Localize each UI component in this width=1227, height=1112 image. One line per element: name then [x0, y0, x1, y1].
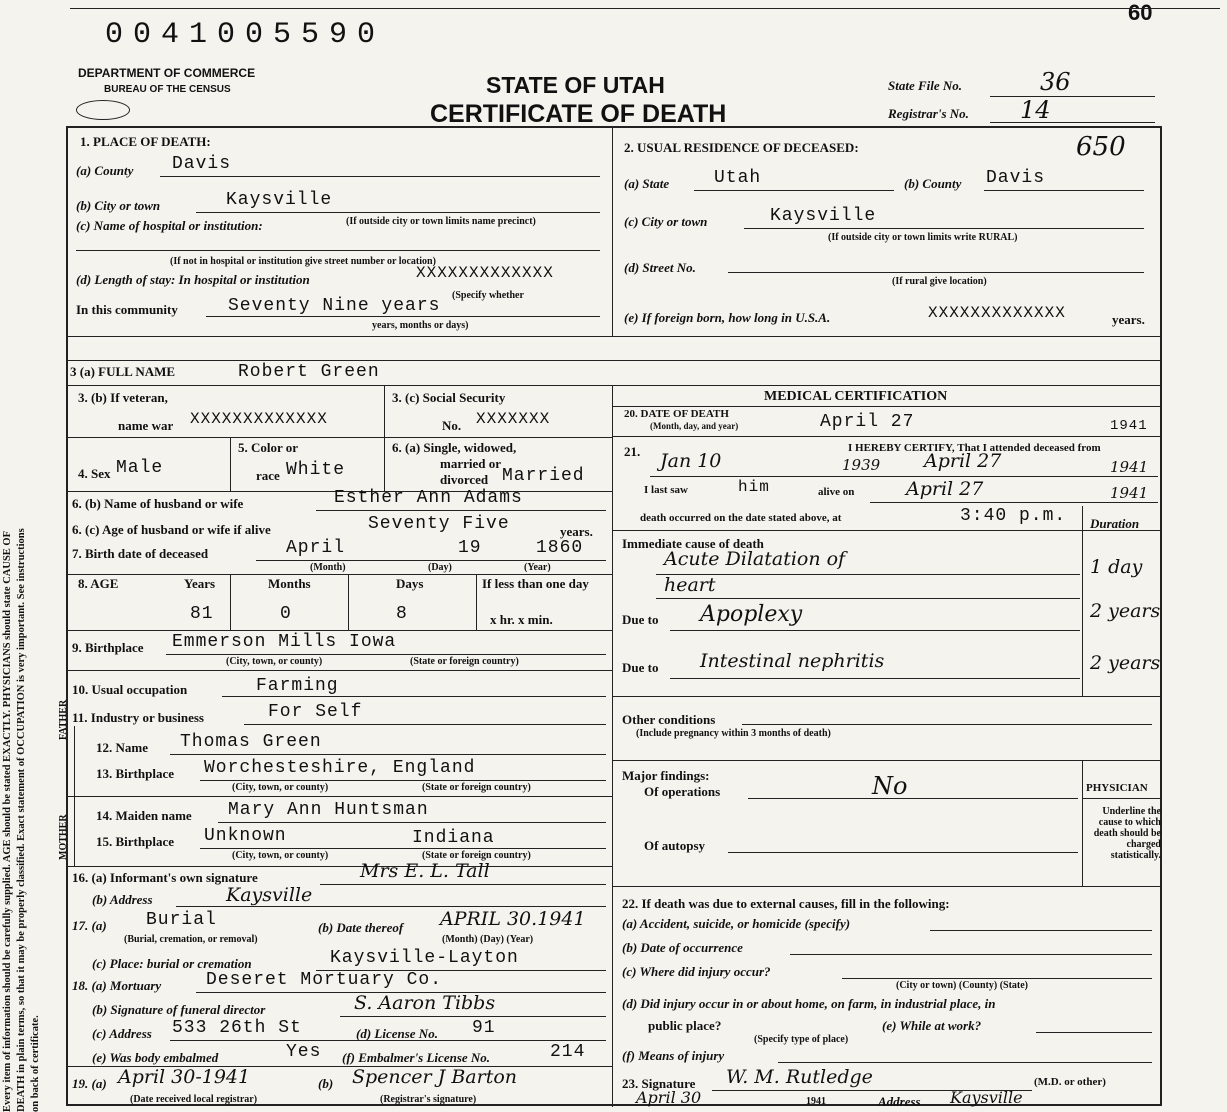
- res-city-label: (c) City or town: [624, 214, 708, 229]
- due1-cause: Apoplexy: [700, 602, 803, 627]
- industry-label: 11. Industry or business: [72, 710, 204, 725]
- death-date-label: 20. DATE OF DEATH: [624, 408, 729, 420]
- received-note: (Date received local registrar): [130, 1094, 258, 1105]
- foreign-unit: years.: [1112, 312, 1145, 327]
- burial-place-label: (c) Place: burial or cremation: [92, 956, 252, 971]
- burial-date-value: APRIL 30.1941: [440, 908, 586, 930]
- place-county-label: (a) County: [76, 163, 134, 178]
- due1-label: Due to: [622, 612, 659, 627]
- last-saw-value: him: [738, 478, 770, 496]
- sidebar-line-3: on back of certificate.: [30, 1015, 41, 1112]
- birth-day: 19: [458, 538, 482, 558]
- where-label: (c) Where did injury occur?: [622, 964, 771, 979]
- mother-name-value: Mary Ann Huntsman: [228, 800, 429, 820]
- res-street-note: (If rural give location): [892, 276, 987, 287]
- birthplace-value: Emmerson Mills Iowa: [172, 632, 397, 652]
- hospital-note: (If outside city or town limits name precinct): [346, 216, 536, 227]
- attend-to-year: 1941: [1110, 458, 1149, 476]
- stay-value: XXXXXXXXXXXXX: [416, 264, 554, 282]
- mortuary-address-label: (c) Address: [92, 1026, 152, 1041]
- birth-label: 7. Birth date of deceased: [72, 546, 209, 561]
- alive-date: April 27: [906, 478, 984, 500]
- death-date-year: 1941: [1110, 418, 1148, 434]
- due2-label: Due to: [622, 660, 659, 675]
- signature-date: April 30: [636, 1088, 702, 1107]
- specify-note: (Specify whether: [452, 290, 524, 301]
- ym-note: years, months or days): [372, 320, 469, 331]
- license-value: 91: [472, 1018, 496, 1038]
- race-label: race: [256, 468, 280, 483]
- place-city-label: (b) City or town: [76, 198, 161, 213]
- residence-stamp: 650: [1076, 132, 1126, 162]
- occupation-label: 10. Usual occupation: [72, 682, 188, 697]
- corner-mark: 60: [1128, 0, 1153, 25]
- other-label: Other conditions: [622, 712, 716, 727]
- bp-city-note: (City, town, or county): [226, 656, 323, 667]
- attend-from-year: 1939: [842, 456, 881, 474]
- father-state-note: (State or foreign country): [422, 782, 531, 793]
- marital-label3: divorced: [440, 472, 489, 487]
- occupation-value: Farming: [256, 676, 339, 696]
- received-date: April 30-1941: [118, 1066, 251, 1088]
- registrar-signature: Spencer J Barton: [352, 1066, 518, 1088]
- immediate-cause-2: heart: [664, 574, 716, 596]
- months-label: Months: [268, 576, 311, 591]
- father-bp-label: 13. Birthplace: [96, 766, 174, 781]
- death-date-month: April 27: [820, 412, 915, 432]
- veteran-label: 3. (b) If veteran,: [78, 390, 168, 405]
- mother-bp-label: 15. Birthplace: [96, 834, 174, 849]
- color-label: 5. Color or: [238, 440, 299, 455]
- mortuary-value: Deseret Mortuary Co.: [206, 970, 443, 990]
- certify-text: I HEREBY CERTIFY, That I attended deceased from: [848, 442, 1101, 454]
- md-label: (M.D. or other): [1034, 1076, 1106, 1088]
- immediate-cause: Acute Dilatation of: [664, 548, 846, 570]
- informant-address: Kaysville: [226, 884, 313, 906]
- community-value: Seventy Nine years: [228, 296, 441, 316]
- days-label: Days: [396, 576, 424, 591]
- page-title: CERTIFICATE OF DEATH: [430, 100, 727, 128]
- alive-label: alive on: [818, 486, 855, 498]
- registrar-sig-note: (Registrar's signature): [380, 1094, 477, 1105]
- spouse-value: Esther Ann Adams: [334, 488, 523, 508]
- years-label: Years: [184, 576, 216, 591]
- veteran-name-label: name war: [118, 418, 174, 433]
- director-label: (b) Signature of funeral director: [92, 1002, 266, 1017]
- community-label: In this community: [76, 302, 178, 317]
- mother-city-note: (City, town, or county): [232, 850, 329, 861]
- certify-num: 21.: [624, 444, 641, 459]
- death-time: 3:40 p.m.: [960, 506, 1067, 526]
- registrar-label: Registrar's No.: [888, 106, 969, 121]
- autopsy-label: Of autopsy: [644, 838, 706, 853]
- mortuary-address: 533 26th St: [172, 1018, 302, 1038]
- res-street-label: (d) Street No.: [624, 260, 696, 275]
- residence-label: 2. USUAL RESIDENCE OF DECEASED:: [624, 140, 859, 155]
- marital-value: Married: [502, 466, 585, 486]
- where-note: (City or town) (County) (State): [896, 980, 1029, 991]
- informant-addr-label: (b) Address: [92, 892, 153, 907]
- mother-state-note: (State or foreign country): [422, 850, 531, 861]
- burial-date-note: (Month) (Day) (Year): [442, 934, 534, 945]
- registrar-no: 14: [1020, 96, 1051, 124]
- race-value: White: [286, 460, 346, 480]
- mother-side-label: MOTHER: [58, 814, 69, 860]
- operations-value: No: [872, 772, 908, 800]
- father-city-note: (City, town, or county): [232, 782, 329, 793]
- attend-from: Jan 10: [660, 450, 722, 472]
- work-label: (e) While at work?: [882, 1018, 982, 1033]
- alive-year: 1941: [1110, 484, 1149, 502]
- sidebar-line-1: Every item of information should be carefully supplied. AGE should be stated EXACTLY. PHYSICIANS should state CAUSE OF: [2, 531, 13, 1112]
- duration-1: 1 day: [1090, 556, 1143, 578]
- foreign-value: XXXXXXXXXXXXX: [928, 304, 1066, 322]
- ss-no-label: No.: [442, 418, 462, 433]
- hospital-label: (c) Name of hospital or institution:: [76, 218, 263, 233]
- dept-name: DEPARTMENT OF COMMERCE: [78, 66, 256, 80]
- registrar-sig-label: (b): [318, 1076, 334, 1091]
- burial-place-value: Kaysville-Layton: [330, 948, 519, 968]
- burial-date-label: (b) Date thereof: [318, 920, 404, 935]
- industry-value: For Self: [268, 702, 363, 722]
- duration-2: 2 years: [1090, 600, 1161, 622]
- veteran-value: XXXXXXXXXXXXX: [190, 410, 328, 428]
- stay-label: (d) Length of stay: In hospital or institution: [76, 272, 310, 287]
- operations-label: Of operations: [644, 784, 721, 799]
- marital-label: 6. (a) Single, widowed,: [392, 440, 517, 455]
- father-name-label: 12. Name: [96, 740, 148, 755]
- father-side-label: FATHER: [58, 699, 69, 740]
- spouse-age-label: 6. (c) Age of husband or wife if alive: [72, 522, 271, 537]
- duration-3: 2 years: [1090, 652, 1161, 674]
- place-city-value: Kaysville: [226, 190, 333, 210]
- state-title: STATE OF UTAH: [486, 72, 665, 98]
- duration-label: Duration: [1090, 516, 1140, 531]
- mother-name-label: 14. Maiden name: [96, 808, 192, 823]
- embalmer-value: 214: [550, 1042, 586, 1062]
- public-note: (Specify type of place): [754, 1034, 849, 1045]
- full-name-value: Robert Green: [238, 362, 380, 382]
- foreign-label: (e) If foreign born, how long in U.S.A.: [624, 310, 831, 325]
- director-signature: S. Aaron Tibbs: [354, 992, 496, 1014]
- state-file-no: 36: [1040, 68, 1071, 96]
- received-label: 19. (a): [72, 1076, 107, 1091]
- home-label: (d) Did injury occur in or about home, on farm, in industrial place, in: [622, 996, 996, 1011]
- underline-note: Underline the cause to which death should be charged statistically.: [1093, 806, 1161, 861]
- year-note: (Year): [524, 562, 551, 573]
- full-name-label: 3 (a) FULL NAME: [70, 364, 176, 379]
- spouse-age-value: Seventy Five: [368, 514, 510, 534]
- father-name-value: Thomas Green: [180, 732, 322, 752]
- medical-title: MEDICAL CERTIFICATION: [764, 389, 948, 404]
- birth-year: 1860: [536, 538, 584, 558]
- embalmer-label: (f) Embalmer's License No.: [342, 1050, 491, 1065]
- month-note: (Month): [310, 562, 346, 573]
- public-label: public place?: [648, 1018, 722, 1033]
- place-of-death-label: 1. PLACE OF DEATH:: [80, 134, 211, 149]
- informant-sig-label: 16. (a) Informant's own signature: [72, 870, 258, 885]
- day-note: (Day): [428, 562, 452, 573]
- death-date-note: (Month, day, and year): [650, 421, 739, 431]
- res-state-label: (a) State: [624, 176, 670, 191]
- sidebar-instructions: [1, 22, 49, 1112]
- res-county-value: Davis: [986, 168, 1046, 188]
- mother-bp-state: Indiana: [412, 828, 495, 848]
- signature-label: 23. Signature: [622, 1076, 696, 1091]
- father-bp-value: Worchesteshire, England: [204, 758, 476, 778]
- occurred-label: death occurred on the date stated above, at: [640, 512, 842, 524]
- less-label: If less than one day: [482, 576, 589, 591]
- res-county-label: (b) County: [904, 176, 962, 191]
- bp-state-note: (State or foreign country): [410, 656, 519, 667]
- physician-label: PHYSICIAN: [1086, 782, 1148, 794]
- census-seal-icon: [76, 100, 130, 120]
- sidebar-line-2: DEATH in plain terms, so that it may be properly classified. Exact statement of OCCUPATION is very important. See instructions: [16, 528, 27, 1112]
- ss-value: XXXXXXX: [476, 410, 551, 428]
- mother-bp-city: Unknown: [204, 826, 287, 846]
- spouse-label: 6. (b) Name of husband or wife: [72, 496, 244, 511]
- sex-label: 4. Sex: [78, 466, 111, 481]
- embalmed-value: Yes: [286, 1042, 322, 1062]
- birthplace-label: 9. Birthplace: [72, 640, 144, 655]
- birth-month: April: [286, 538, 346, 558]
- means-label: (f) Means of injury: [622, 1048, 725, 1063]
- due2-cause: Intestinal nephritis: [700, 650, 885, 672]
- ss-label: 3. (c) Social Security: [392, 390, 506, 405]
- disposition-value: Burial: [146, 910, 217, 930]
- marital-label2: married or: [440, 456, 502, 471]
- license-label: (d) License No.: [356, 1026, 438, 1041]
- res-state-value: Utah: [714, 168, 762, 188]
- street-note: (If not in hospital or institution give street number or location): [170, 256, 436, 267]
- age-days: 8: [396, 604, 408, 624]
- immediate-label: Immediate cause of death: [622, 536, 764, 551]
- place-county-value: Davis: [172, 154, 232, 174]
- mortuary-label: 18. (a) Mortuary: [72, 978, 162, 993]
- state-file-label: State File No.: [888, 78, 963, 93]
- age-hr-min: x hr. x min.: [490, 612, 553, 627]
- res-city-value: Kaysville: [770, 206, 877, 226]
- disposition-note: (Burial, cremation, or removal): [124, 934, 258, 945]
- accident-label: (a) Accident, suicide, or homicide (specify): [622, 916, 851, 931]
- bureau-name: BUREAU OF THE CENSUS: [104, 84, 231, 95]
- physician-address: Kaysville: [950, 1088, 1023, 1107]
- attend-to: April 27: [924, 450, 1002, 472]
- physician-address-label: Address: [878, 1094, 921, 1109]
- other-note: (Include pregnancy within 3 months of death): [636, 728, 831, 739]
- informant-signature: Mrs E. L. Tall: [360, 860, 490, 882]
- last-saw-label: I last saw: [644, 484, 689, 496]
- res-city-note: (If outside city or town limits write RURAL): [828, 232, 1018, 243]
- occurrence-label: (b) Date of occurrence: [622, 940, 743, 955]
- spouse-age-unit: years.: [560, 524, 593, 539]
- age-years: 81: [190, 604, 214, 624]
- physician-signature: W. M. Rutledge: [726, 1066, 873, 1088]
- external-label: 22. If death was due to external causes, fill in the following:: [622, 896, 950, 911]
- embalmed-label: (e) Was body embalmed: [92, 1050, 219, 1065]
- signature-year: 1941: [806, 1096, 826, 1107]
- sex-value: Male: [116, 458, 164, 478]
- age-label: 8. AGE: [78, 576, 119, 591]
- top-number: 0041005590: [105, 18, 386, 52]
- age-months: 0: [280, 604, 292, 624]
- disposition-label: 17. (a): [72, 918, 107, 933]
- major-label: Major findings:: [622, 768, 710, 783]
